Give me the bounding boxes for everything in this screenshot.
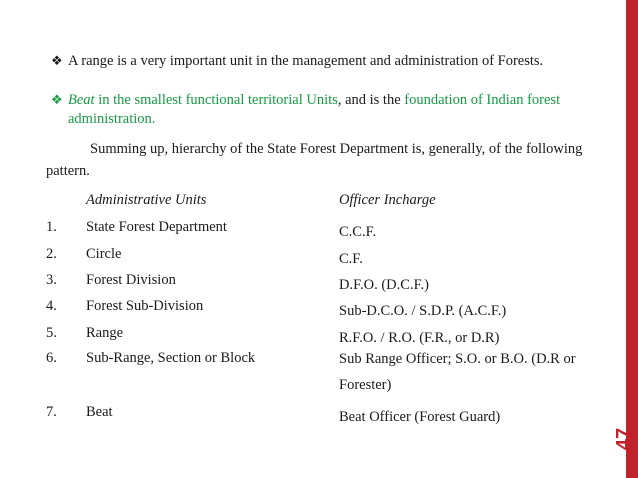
row-unit: Sub-Range, Section or Block [86, 350, 256, 366]
column-header-units: Administrative Units [86, 192, 207, 208]
beat-connector: , and is the [337, 92, 405, 108]
row-officer: Sub Range Officer; S.O. or B.O. (D.R or Forester) [339, 351, 576, 393]
beat-definition: in the smallest functional territorial Units [94, 92, 338, 108]
row-unit: Forest Sub-Division [86, 298, 204, 314]
row-number: 7. [46, 404, 57, 420]
row-unit: Forest Division [86, 272, 176, 288]
row-officer: C.F. [339, 251, 363, 267]
column-header-officer: Officer Incharge [339, 192, 436, 208]
beat-foundation: foundation of Indian forest administration. [68, 92, 561, 127]
side-accent-bar [626, 0, 638, 478]
row-officer: C.C.F. [339, 224, 377, 240]
row-officer: D.F.O. (D.C.F.) [339, 277, 429, 293]
row-number: 3. [46, 272, 57, 288]
row-officer: Sub-D.C.O. / S.D.P. (A.C.F.) [339, 303, 507, 319]
diamond-bullet-icon: ❖ [51, 53, 63, 68]
row-number: 1. [46, 219, 57, 235]
summary-text: Summing up, hierarchy of the State Forest Department is, generally, of the following pattern. [46, 141, 583, 179]
bullet-beat [52, 91, 590, 128]
row-number: 6. [46, 350, 57, 366]
bullet-range-text: A range is a very important unit in the management and administration of Forests. [68, 53, 544, 69]
row-unit: State Forest Department [86, 219, 227, 235]
bullet-range [52, 52, 590, 71]
row-unit: Beat [86, 404, 113, 420]
row-unit: Range [86, 325, 124, 341]
row-number: 5. [46, 325, 57, 341]
row-officer: Beat Officer (Forest Guard) [339, 409, 501, 425]
page-number: 47 [613, 427, 635, 451]
row-number: 2. [46, 246, 57, 262]
row-officer: R.F.O. / R.O. (F.R., or D.R) [339, 330, 500, 346]
diamond-bullet-icon: ❖ [51, 92, 63, 107]
summary-paragraph [46, 138, 598, 182]
row-number: 4. [46, 298, 57, 314]
bullet-beat-text [52, 91, 590, 128]
beat-term: Beat [68, 92, 95, 108]
row-unit: Circle [86, 246, 122, 262]
